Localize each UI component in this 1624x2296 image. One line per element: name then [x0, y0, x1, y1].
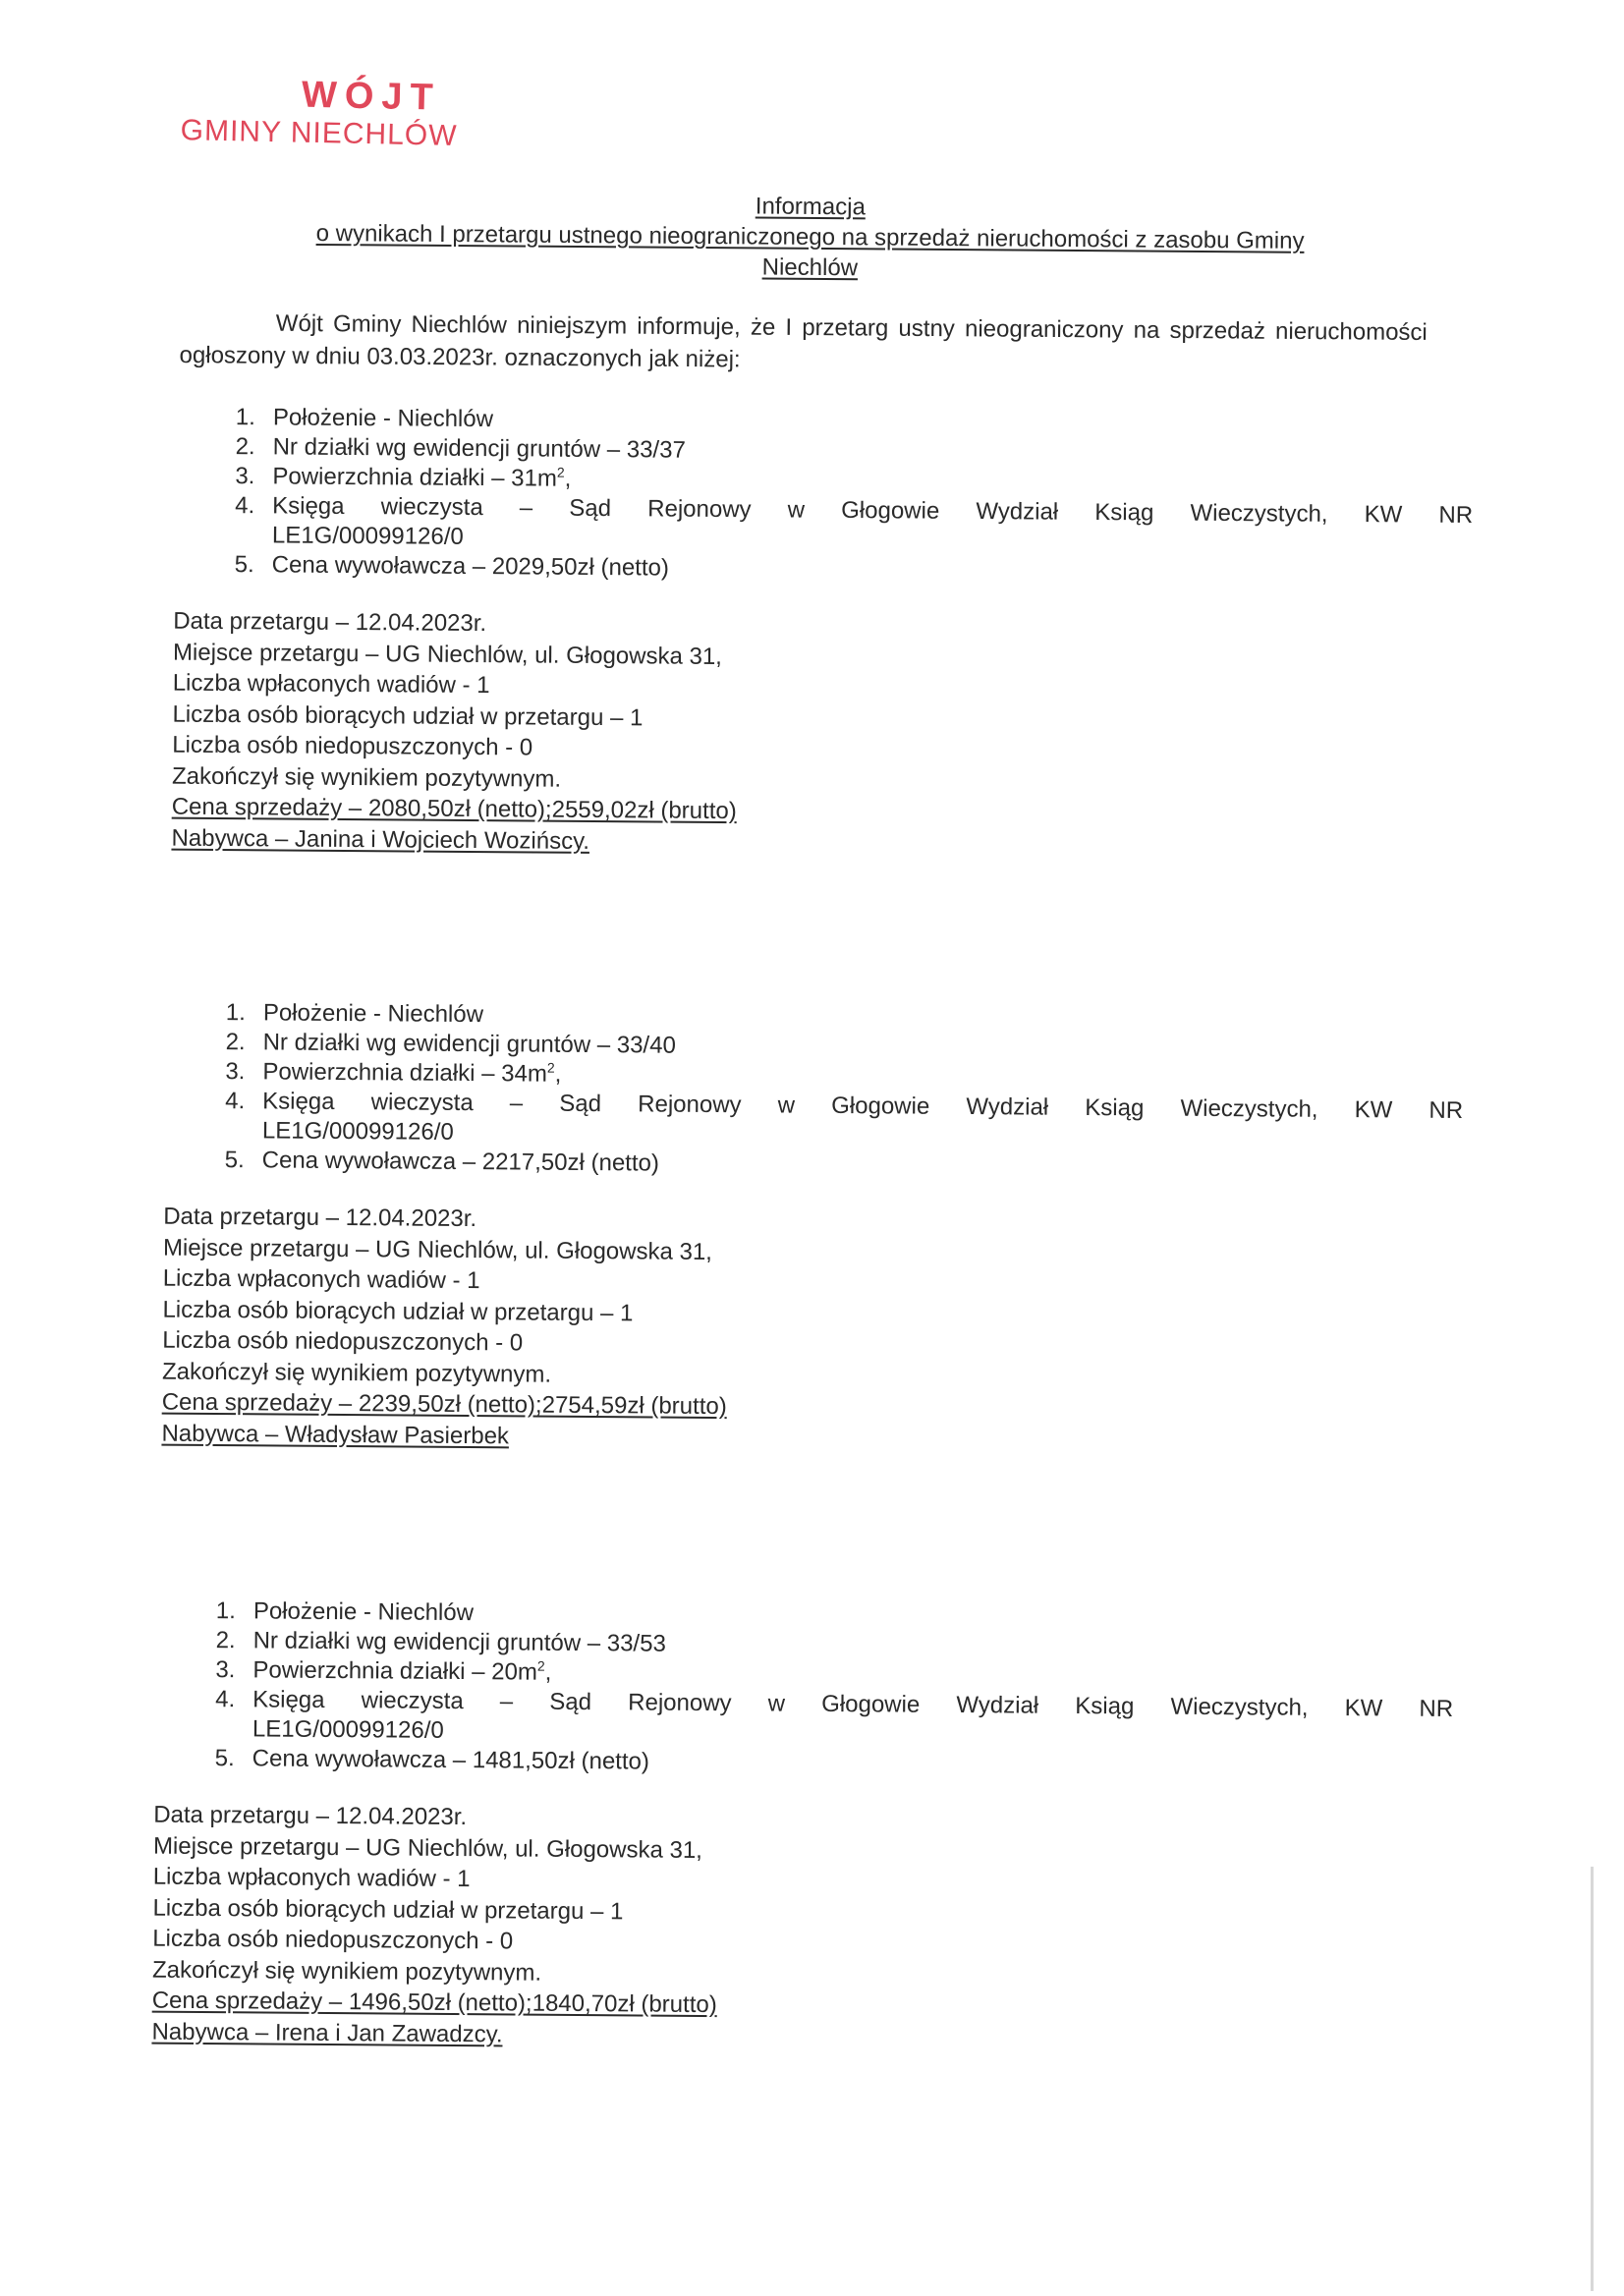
not-admitted-count: Liczba osób niedopuszczonych - 0 — [152, 1925, 514, 1955]
detail-starting-price: 5. Cena wywoławcza – 2217,50zł (netto) — [224, 1147, 660, 1177]
sale-price: Cena sprzedaży – 2080,50zł (netto);2559,02zł (brutto) — [171, 793, 737, 825]
deposits-count: Liczba wpłaconych wadiów - 1 — [162, 1264, 480, 1295]
document-subtitle-line2: Niechlów — [761, 253, 859, 282]
detail-land-register: 4. Księga wieczysta – Sąd Rejonowy w Głogowie Wydział Ksiąg Wieczystych, KW NR LE1G/00099126/0 — [235, 492, 1474, 550]
participants-count: Liczba osób biorących udział w przetargu – 1 — [162, 1296, 634, 1326]
detail-parcel-number: 2. Nr działki wg ewidencji gruntów – 33/53 — [215, 1627, 666, 1657]
detail-parcel-number: 2. Nr działki wg ewidencji gruntów – 33/40 — [225, 1029, 676, 1059]
property-details-list — [215, 998, 1464, 1185]
buyer: Nabywca – Władysław Pasierbek — [161, 1420, 510, 1449]
auction-place: Miejsce przetargu – UG Niechlów, ul. Głogowska 31, — [162, 1234, 713, 1265]
not-admitted-count: Liczba osób niedopuszczonych - 0 — [172, 731, 533, 761]
official-stamp — [175, 71, 458, 153]
deposits-count: Liczba wpłaconych wadiów - 1 — [152, 1863, 471, 1893]
property-section-2 — [161, 998, 1464, 1459]
auction-results — [151, 1800, 1452, 2057]
auction-place: Miejsce przetargu – UG Niechlów, ul. Głogowska 31, — [152, 1832, 703, 1864]
intro-text: Wójt Gminy Niechlów niniejszym informuje, że I przetarg ustny nieograniczony na sprzedaż nieruchomości ogłoszony w dniu 03.03.2023r. oznaczonych jak niżej: — [179, 309, 1428, 373]
document-heading — [196, 187, 1425, 288]
detail-area: 3. Powierzchnia działki – $31m^2$, — [235, 463, 572, 492]
auction-outcome: Zakończył się wynikiem pozytywnym. — [161, 1358, 552, 1388]
auction-date: Data przetargu – 12.04.2023r. — [153, 1801, 468, 1831]
auction-date: Data przetargu – 12.04.2023r. — [163, 1203, 477, 1233]
intro-paragraph — [179, 307, 1427, 381]
auction-results — [161, 1202, 1462, 1459]
document-subtitle-line1: o wynikach I przetargu ustnego nieograniczonego na sprzedaż nieruchomości z zasobu Gminy — [315, 219, 1305, 254]
participants-count: Liczba osób biorących udział w przetargu – 1 — [172, 700, 644, 731]
scan-edge-line — [1591, 1867, 1594, 2291]
property-details-list — [225, 403, 1474, 589]
detail-starting-price: 5. Cena wywoławcza – 1481,50zł (netto) — [214, 1745, 650, 1775]
property-section-3 — [151, 1596, 1454, 2057]
document-title: Informacja — [755, 193, 866, 221]
property-details-list — [205, 1596, 1454, 1783]
participants-count: Liczba osób biorących udział w przetargu – 1 — [152, 1894, 624, 1925]
auction-outcome: Zakończył się wynikiem pozytywnym. — [171, 762, 562, 793]
auction-outcome: Zakończył się wynikiem pozytywnym. — [151, 1956, 542, 1987]
deposits-count: Liczba wpłaconych wadiów - 1 — [172, 669, 490, 700]
detail-land-register: 4. Księga wieczysta – Sąd Rejonowy w Głogowie Wydział Ksiąg Wieczystych, KW NR LE1G/00099126/0 — [225, 1088, 1464, 1146]
buyer: Nabywca – Irena i Jan Zawadzcy. — [151, 2018, 503, 2047]
stamp-title: WÓJT — [301, 74, 442, 119]
sale-price: Cena sprzedaży – 2239,50zł (netto);2754,59zł (brutto) — [161, 1388, 727, 1421]
not-admitted-count: Liczba osób niedopuszczonych - 0 — [162, 1326, 524, 1357]
auction-results — [171, 606, 1472, 864]
detail-parcel-number: 2. Nr działki wg ewidencji gruntów – 33/37 — [235, 433, 686, 464]
auction-date: Data przetargu – 12.04.2023r. — [173, 607, 487, 638]
detail-area: 3. Powierzchnia działki – $20m^2$, — [215, 1656, 552, 1686]
detail-land-register: 4. Księga wieczysta – Sąd Rejonowy w Głogowie Wydział Ksiąg Wieczystych, KW NR LE1G/00099126/0 — [215, 1686, 1454, 1744]
auction-place: Miejsce przetargu – UG Niechlów, ul. Głogowska 31, — [172, 639, 723, 670]
property-section-1 — [171, 403, 1474, 864]
buyer: Nabywca – Janina i Wojciech Wozińscy. — [171, 824, 590, 855]
detail-location: 1. Położenie - Niechlów — [215, 1597, 475, 1627]
stamp-subtitle: GMINY NIECHLÓW — [180, 114, 458, 152]
detail-area: 3. Powierzchnia działki – $34m^2$, — [225, 1058, 562, 1088]
sale-price: Cena sprzedaży – 1496,50zł (netto);1840,70zł (brutto) — [151, 1987, 717, 2019]
detail-starting-price: 5. Cena wywoławcza – 2029,50zł (netto) — [234, 551, 670, 582]
detail-location: 1. Położenie - Niechlów — [235, 404, 494, 433]
detail-location: 1. Położenie - Niechlów — [225, 999, 484, 1029]
